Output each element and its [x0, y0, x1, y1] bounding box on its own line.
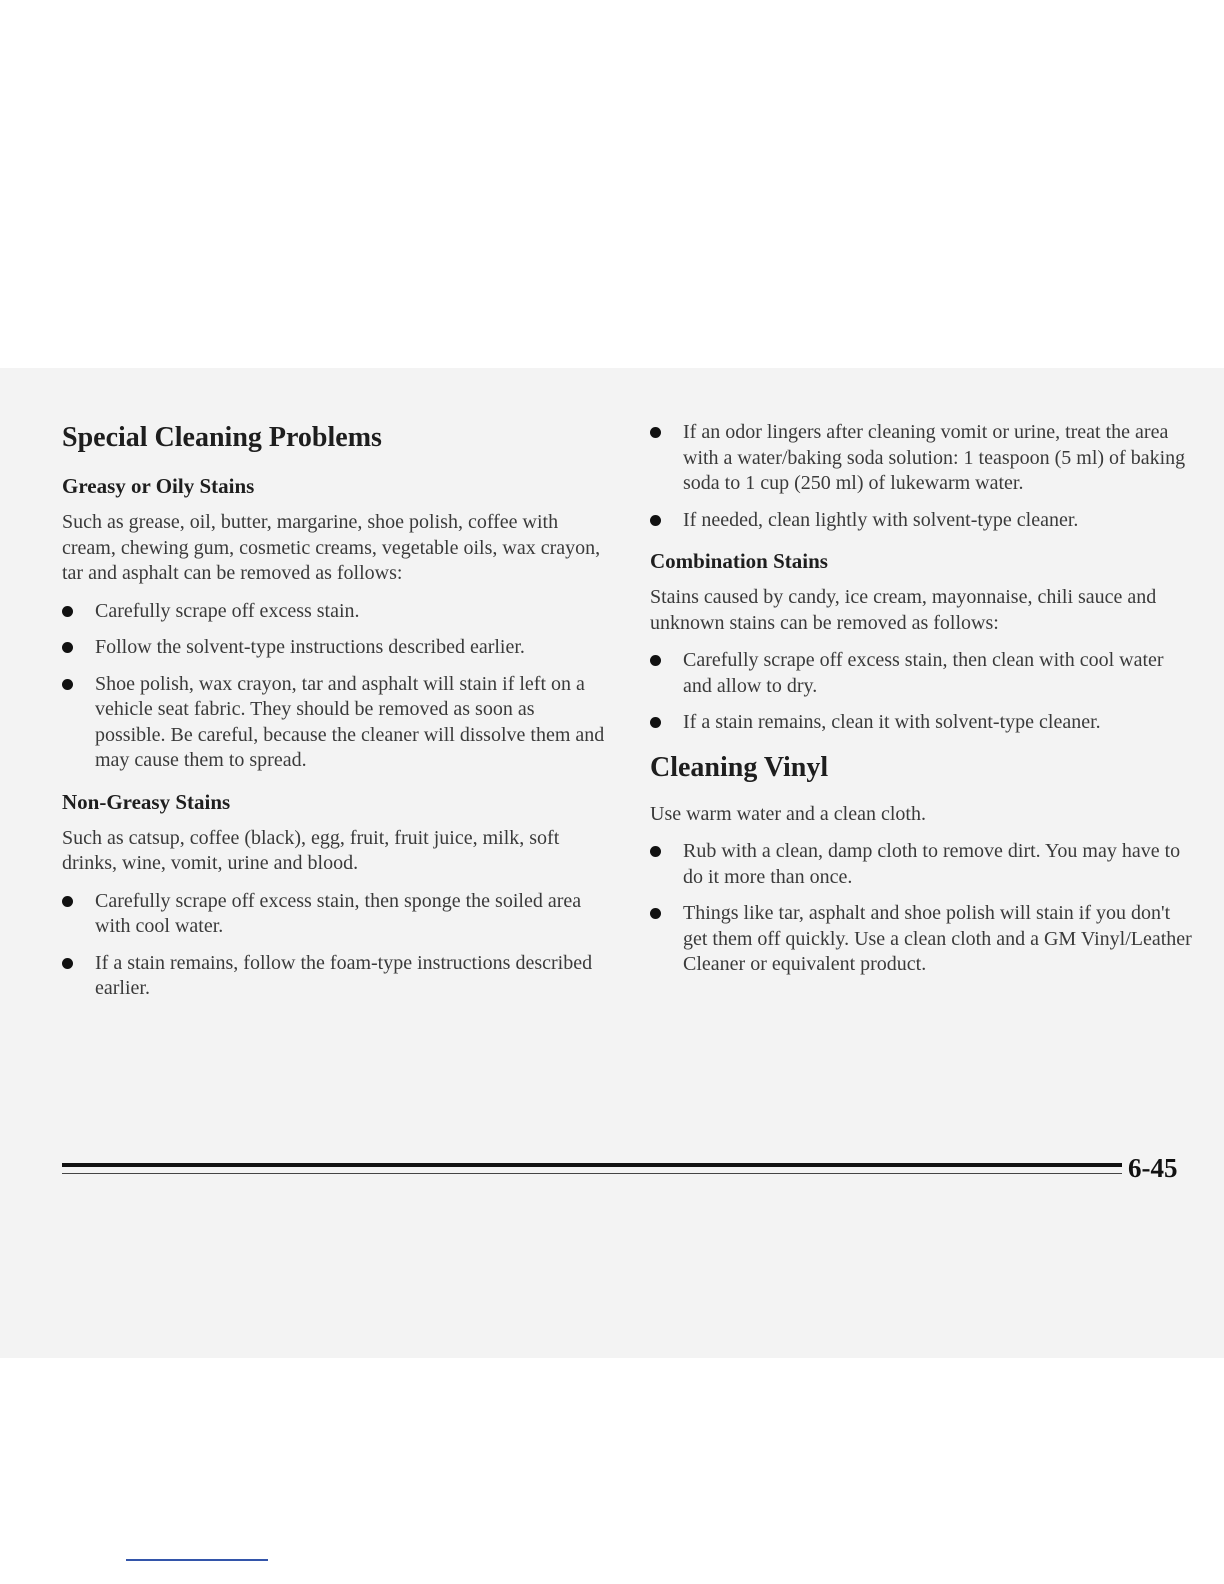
bullet-text: If a stain remains, clean it with solvent-type cleaner.: [683, 711, 1101, 733]
section-title-cleaning-vinyl: Cleaning Vinyl: [650, 751, 829, 783]
bullet-icon: [650, 427, 661, 438]
bullet-text: Shoe polish, wax crayon, tar and asphalt will stain if left on a vehicle seat fabric. They should be removed as soon as possible. Be careful, because the cleaner will dissolve them and may cause them to spread.: [95, 672, 605, 771]
bullet-icon: [650, 655, 661, 666]
bullet-text: Carefully scrape off excess stain, then sponge the soiled area with cool water.: [95, 889, 582, 937]
bullet-icon: [62, 606, 73, 617]
non-greasy-bullet-list: [62, 889, 607, 1002]
greasy-bullet-list: [62, 599, 607, 774]
bullet-text: Things like tar, asphalt and shoe polish will stain if you don't get them off quickly. Use a clean cloth and a GM Vinyl/Leather Cleaner or equivalent product.: [683, 902, 1192, 975]
bullet-icon: [650, 846, 661, 857]
section-title-special-cleaning: Special Cleaning Problems: [62, 422, 382, 453]
list-item: [62, 599, 607, 625]
bullet-icon: [62, 958, 73, 969]
bullet-icon: [62, 642, 73, 653]
heading-greasy-stains: Greasy or Oily Stains: [62, 474, 255, 498]
vinyl-intro: Use warm water and a clean cloth.: [650, 802, 926, 825]
list-item: [650, 508, 1195, 534]
list-item: [650, 839, 1195, 890]
bullet-icon: [650, 908, 661, 919]
heading-combination-stains: Combination Stains: [650, 549, 828, 573]
vinyl-bullet-list: [650, 839, 1195, 978]
bottom-divider: [126, 1559, 268, 1561]
greasy-intro: Such as grease, oil, butter, margarine, shoe polish, coffee with cream, chewing gum, cosmetic creams, vegetable oils, wax crayon, tar and asphalt can be removed as follows:: [62, 511, 601, 584]
odor-bullet-list: [650, 420, 1195, 533]
bullet-icon: [650, 717, 661, 728]
list-item: [650, 901, 1195, 978]
bullet-text: If needed, clean lightly with solvent-type cleaner.: [683, 508, 1079, 531]
bullet-text: If an odor lingers after cleaning vomit or urine, treat the area with a water/baking soda solution: 1 teaspoon (5 ml) of baking soda to 1 cup (250 ml) of lukewarm water.: [683, 421, 1186, 494]
heading-non-greasy-stains: Non-Greasy Stains: [62, 789, 231, 814]
list-item: [650, 710, 1195, 736]
combination-bullet-list: [650, 648, 1195, 736]
bullet-text: Follow the solvent-type instructions described earlier.: [95, 636, 525, 658]
list-item: [62, 951, 607, 1002]
bullet-text: Carefully scrape off excess stain, then clean with cool water and allow to dry.: [683, 649, 1164, 697]
page-number: 6-45: [1128, 1153, 1178, 1183]
list-item: [62, 889, 607, 940]
footer-rule-thin: [62, 1173, 1122, 1174]
bullet-text: If a stain remains, follow the foam-type instructions described earlier.: [95, 951, 593, 999]
list-item: [650, 648, 1195, 699]
bullet-text: Carefully scrape off excess stain.: [95, 599, 360, 622]
footer-rule-thick: [62, 1163, 1122, 1167]
bullet-icon: [650, 515, 661, 526]
list-item: [62, 635, 607, 661]
right-column: [650, 420, 1195, 992]
left-column: [62, 420, 607, 1016]
list-item: [62, 672, 607, 774]
combination-intro: Stains caused by candy, ice cream, mayonnaise, chili sauce and unknown stains can be removed as follows:: [650, 586, 1157, 634]
bullet-text: Rub with a clean, damp cloth to remove dirt. You may have to do it more than once.: [683, 840, 1181, 888]
bullet-icon: [62, 679, 73, 690]
non-greasy-intro: Such as catsup, coffee (black), egg, fruit, fruit juice, milk, soft drinks, wine, vomit, urine and blood.: [62, 826, 560, 874]
bullet-icon: [62, 896, 73, 907]
list-item: [650, 420, 1195, 497]
